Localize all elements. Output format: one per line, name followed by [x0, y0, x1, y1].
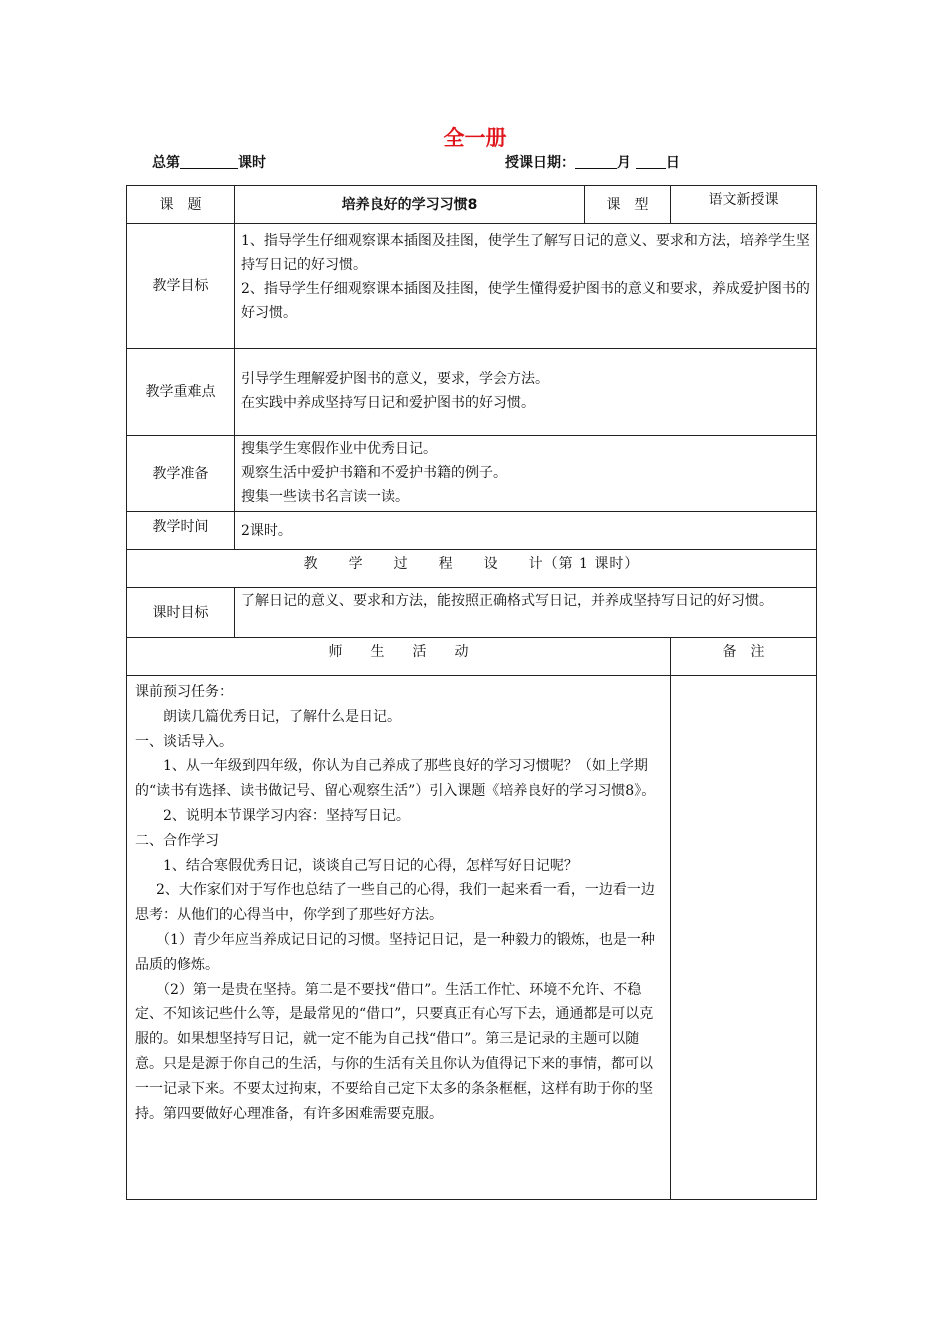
period-goal-row [127, 588, 817, 638]
activity-line: 1、结合寒假优秀日记，谈谈自己写日记的心得，怎样写好日记呢？ [163, 857, 578, 874]
activity-cell [127, 676, 671, 1200]
activity-line: 朗读几篇优秀日记，了解什么是日记。 [163, 708, 401, 725]
topic-label: 课 题 [127, 186, 235, 224]
notes-header: 备 注 [671, 638, 817, 676]
activity-line: 2、说明本节课学习内容：坚持写日记。 [163, 807, 410, 824]
key-row [127, 349, 817, 436]
activity-header-row [127, 638, 817, 676]
key-item: 引导学生理解爱护图书的意义，要求，学会方法。 [241, 371, 549, 387]
activity-line: 1、从一年级到四年级，你认为自己养成了那些良好的学习习惯呢？（如上学期的“读书有选择、读书做记号、留心观察生活”）引入课题《培养良好的学习习惯8》。 [135, 758, 656, 800]
type-label: 课 型 [585, 186, 671, 224]
topic-value: 培养良好的学习习惯8 [235, 186, 585, 224]
prep-item: 搜集一些读书名言读一读。 [241, 489, 409, 505]
day-label: 日 [665, 155, 680, 171]
time-row [127, 512, 817, 550]
process-title: 教 学 过 程 设 计（第 1 课时） [127, 550, 817, 588]
total-prefix: 总第 [152, 155, 180, 171]
activity-header: 师 生 活 动 [127, 638, 671, 676]
process-title-row [127, 550, 817, 588]
total-suffix: 课时 [238, 155, 266, 171]
date-label: 授课日期： [505, 155, 575, 171]
activity-line: 一、谈话导入。 [135, 733, 233, 750]
activity-line: 课前预习任务： [135, 684, 233, 700]
month-label: 月 [617, 155, 631, 171]
time-value: 2课时。 [235, 512, 817, 550]
goal-item: 2、指导学生仔细观察课本插图及挂图，使学生懂得爱护图书的意义和要求，养成爱护图书的好习惯。 [241, 281, 810, 321]
period-goal-value: 了解日记的意义、要求和方法，能按照正确格式写日记，并养成坚持写日记的好习惯。 [235, 588, 817, 638]
activity-row [127, 676, 817, 1200]
date-line [505, 152, 680, 172]
period-goal-label: 课时目标 [127, 588, 235, 638]
goals-row [127, 224, 817, 349]
type-value: 语文新授课 [671, 186, 817, 224]
total-lesson-line [152, 152, 266, 172]
prep-cell [235, 436, 817, 512]
month-blank [575, 154, 617, 169]
key-cell [235, 349, 817, 436]
book-title: 全一册 [443, 126, 507, 150]
activity-line: 2、大作家们对于写作也总结了一些自己的心得，我们一起来看一看，一边看一边思考：从他们的心得当中，你学到了那些好方法。 [135, 882, 655, 924]
activity-line: （1）青少年应当养成记日记的习惯。坚持记日记，是一种毅力的锻炼，也是一种品质的修炼。 [135, 931, 655, 973]
topic-row [127, 186, 817, 224]
goals-label: 教学目标 [127, 224, 235, 349]
prep-item: 观察生活中爱护书籍和不爱护书籍的例子。 [241, 465, 507, 481]
goals-cell [235, 224, 817, 349]
activity-line: 二、合作学习 [135, 832, 219, 849]
time-label: 教学时间 [127, 512, 235, 550]
prep-row [127, 436, 817, 512]
day-blank [636, 154, 666, 169]
activity-line: （2）第一是贵在坚持。第二是不要找“借口”。生活工作忙、环境不允许、不稳定、不知该记些什么等，是最常见的“借口”，只要真正有心写下去，通通都是可以克服的。如果想坚持写日记，就一定不能为自己找“借口”。第三是记录的主题可以随意。只是是源于你自己的生活，与你的生活有关且你认为值得记下来的事情，都可以一一记录下来。不要太过拘束，不要给自己定下太多的条条框框，这样有助于你的坚持。第四要做好心理准备，有许多困难需要克服。 [135, 981, 654, 1122]
prep-label: 教学准备 [127, 436, 235, 512]
total-blank [180, 154, 238, 169]
prep-item: 搜集学生寒假作业中优秀日记。 [241, 441, 437, 457]
lesson-plan-table [126, 185, 817, 1200]
key-label: 教学重难点 [127, 349, 235, 436]
key-item: 在实践中养成坚持写日记和爱护图书的好习惯。 [241, 395, 535, 411]
notes-cell [671, 676, 817, 1200]
goal-item: 1、指导学生仔细观察课本插图及挂图，使学生了解写日记的意义、要求和方法，培养学生坚持写日记的好习惯。 [241, 233, 810, 273]
